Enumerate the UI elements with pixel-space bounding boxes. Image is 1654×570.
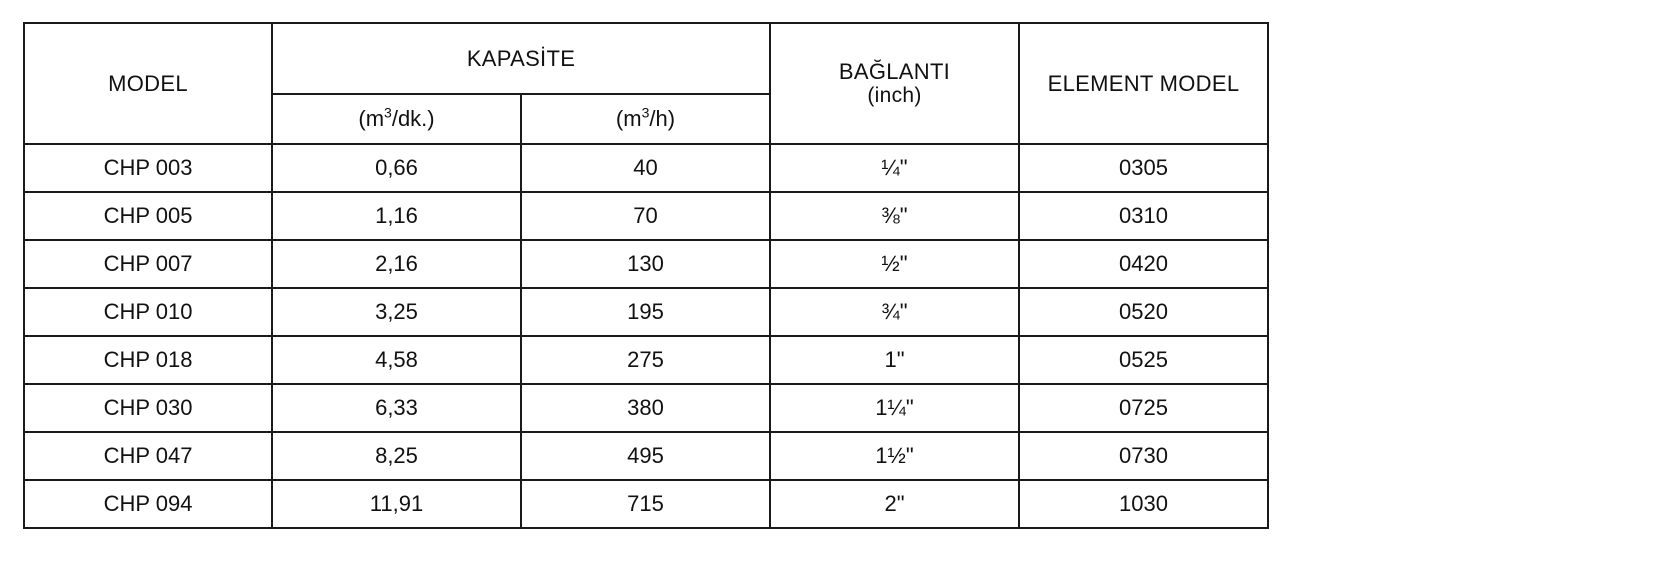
cell-element: 0725 <box>1019 384 1268 432</box>
unit-h-post: /h) <box>649 106 676 131</box>
header-unit-m3-dk <box>272 94 521 144</box>
cell-m3-h: 275 <box>521 336 770 384</box>
table-row <box>24 336 1268 384</box>
table-row <box>24 384 1268 432</box>
cell-connection: 1" <box>770 336 1019 384</box>
cell-m3-h: 495 <box>521 432 770 480</box>
cell-m3-h: 130 <box>521 240 770 288</box>
cell-element: 0305 <box>1019 144 1268 192</box>
cell-m3-dk: 6,33 <box>272 384 521 432</box>
cell-m3-dk: 3,25 <box>272 288 521 336</box>
cell-model: CHP 005 <box>24 192 272 240</box>
cell-connection: 1½" <box>770 432 1019 480</box>
cell-m3-dk: 0,66 <box>272 144 521 192</box>
cell-element: 0730 <box>1019 432 1268 480</box>
unit-h-pre: (m <box>615 106 642 131</box>
cell-model: CHP 094 <box>24 480 272 528</box>
table-row <box>24 144 1268 192</box>
cell-connection: ¾" <box>770 288 1019 336</box>
cell-element: 0310 <box>1019 192 1268 240</box>
cell-model: CHP 003 <box>24 144 272 192</box>
cell-m3-h: 70 <box>521 192 770 240</box>
header-element-model: ELEMENT MODEL <box>1019 23 1268 144</box>
header-connection-unit: (inch) <box>867 83 922 107</box>
cell-m3-h: 40 <box>521 144 770 192</box>
cell-element: 0525 <box>1019 336 1268 384</box>
cell-m3-dk: 8,25 <box>272 432 521 480</box>
table-row <box>24 192 1268 240</box>
table-row <box>24 240 1268 288</box>
cell-m3-dk: 1,16 <box>272 192 521 240</box>
table-row <box>24 480 1268 528</box>
spec-table <box>23 22 1269 529</box>
cell-m3-h: 380 <box>521 384 770 432</box>
cell-connection: ½" <box>770 240 1019 288</box>
cell-model: CHP 018 <box>24 336 272 384</box>
unit-dk-post: /dk.) <box>391 106 435 131</box>
cell-m3-h: 715 <box>521 480 770 528</box>
header-capacity: KAPASİTE <box>272 23 770 94</box>
cell-element: 0420 <box>1019 240 1268 288</box>
header-model: MODEL <box>24 23 272 144</box>
header-connection <box>770 23 1019 144</box>
cell-model: CHP 007 <box>24 240 272 288</box>
header-unit-m3-h <box>521 94 770 144</box>
cell-model: CHP 047 <box>24 432 272 480</box>
unit-h-exp: 3 <box>641 104 650 121</box>
cell-connection: ¼" <box>770 144 1019 192</box>
cell-model: CHP 010 <box>24 288 272 336</box>
cell-connection: 1¼" <box>770 384 1019 432</box>
cell-m3-dk: 11,91 <box>272 480 521 528</box>
cell-connection: 2" <box>770 480 1019 528</box>
cell-element: 1030 <box>1019 480 1268 528</box>
table-row <box>24 432 1268 480</box>
unit-dk-exp: 3 <box>384 104 392 121</box>
cell-m3-dk: 2,16 <box>272 240 521 288</box>
header-connection-label: BAĞLANTI <box>838 58 951 84</box>
cell-m3-dk: 4,58 <box>272 336 521 384</box>
table-row <box>24 288 1268 336</box>
cell-m3-h: 195 <box>521 288 770 336</box>
cell-model: CHP 030 <box>24 384 272 432</box>
cell-element: 0520 <box>1019 288 1268 336</box>
cell-connection: ⅜" <box>770 192 1019 240</box>
unit-dk-pre: (m <box>358 106 385 131</box>
